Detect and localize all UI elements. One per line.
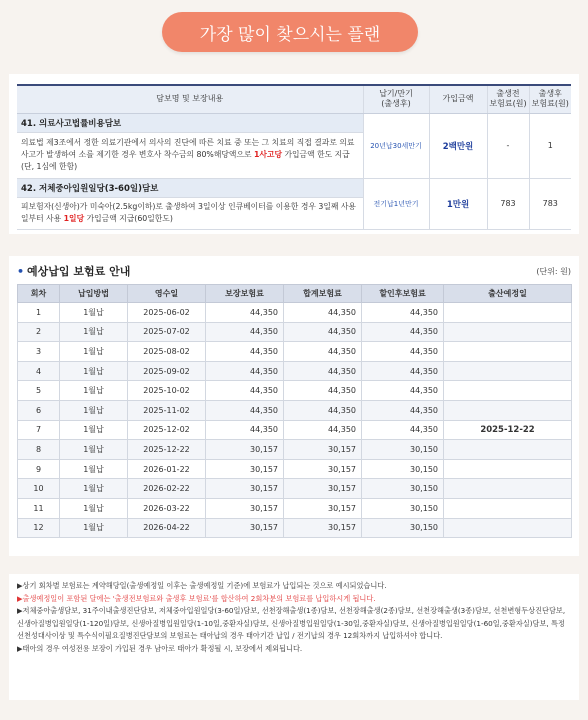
- round-cell: 6: [18, 400, 60, 420]
- discount-premium-cell: 30,150: [362, 518, 444, 538]
- method-cell: 1월납: [60, 400, 128, 420]
- method-cell: 1월납: [60, 518, 128, 538]
- total-premium-cell: 44,350: [284, 361, 362, 381]
- round-cell: 11: [18, 498, 60, 518]
- discount-premium-cell: 30,150: [362, 459, 444, 479]
- coverage-table: [17, 84, 571, 230]
- coverage-premium-cell: 30,157: [206, 479, 284, 499]
- date-cell: 2025-12-22: [128, 440, 206, 460]
- date-cell: 2025-08-02: [128, 342, 206, 362]
- notes-card: [9, 574, 579, 700]
- method-cell: 1월납: [60, 322, 128, 342]
- header-coverage-premium: 보장보험료: [206, 285, 284, 303]
- total-premium-cell: 44,350: [284, 381, 362, 401]
- due-date-cell: [444, 400, 572, 420]
- method-cell: 1월납: [60, 440, 128, 460]
- round-cell: 4: [18, 361, 60, 381]
- desc-text: 의료법 제3조에서 정한 의료기관에서 의사의 진단에 따른 치료 중 또는 그 치료의 직접 결과로 의료사고가 발생하여 소를 제기한 경우 변호사 착수금의 80%해당액으로: [21, 137, 355, 159]
- table-row: [18, 342, 572, 362]
- date-cell: 2025-10-02: [128, 381, 206, 401]
- total-premium-cell: 44,350: [284, 303, 362, 323]
- method-cell: 1월납: [60, 342, 128, 362]
- desc-text: 피보험자(신생아)가 미숙아(2.5kg이하)로 출생하여 3일이상 인큐베이터를 이용한 경우 3일째 사용일부터 사용: [21, 201, 356, 223]
- coverage-premium-cell: 30,157: [206, 440, 284, 460]
- due-date-cell: [444, 303, 572, 323]
- method-cell: 1월납: [60, 498, 128, 518]
- total-premium-cell: 44,350: [284, 400, 362, 420]
- header-round: 회차: [18, 285, 60, 303]
- due-date-cell: [444, 361, 572, 381]
- round-cell: 7: [18, 420, 60, 440]
- due-date-cell: [444, 440, 572, 460]
- desc-highlight: 1일당: [63, 214, 85, 223]
- header-before-birth: 출생전 보험료(원): [487, 85, 529, 113]
- date-cell: 2026-02-22: [128, 479, 206, 499]
- discount-premium-cell: 30,150: [362, 440, 444, 460]
- total-premium-cell: 30,157: [284, 518, 362, 538]
- desc-text: 가입금액 지급(60일한도): [84, 214, 173, 223]
- round-cell: 3: [18, 342, 60, 362]
- date-cell: 2025-11-02: [128, 400, 206, 420]
- section-title-row: [17, 178, 571, 197]
- table-row: [18, 303, 572, 323]
- table-row: [18, 498, 572, 518]
- date-cell: 2026-03-22: [128, 498, 206, 518]
- total-premium-cell: 44,350: [284, 342, 362, 362]
- table-row: [18, 459, 572, 479]
- header-coverage: 담보명 및 보장내용: [17, 85, 363, 113]
- due-date-cell: [444, 342, 572, 362]
- section-title: 41. 의료사고법률비용담보: [17, 113, 363, 132]
- header-method: 납입방법: [60, 285, 128, 303]
- premium-header: [17, 262, 571, 280]
- notes-list: [17, 580, 571, 656]
- header-due-date: 출산예정일: [444, 285, 572, 303]
- premium-title: [17, 263, 130, 279]
- after-value: 783: [529, 178, 571, 229]
- header-after-birth: 출생후 보험료(원): [529, 85, 571, 113]
- due-date-cell: [444, 498, 572, 518]
- discount-premium-cell: 44,350: [362, 400, 444, 420]
- note-item: ▶저체중아출생담보, 31주이내출생진단담보, 저체중아입원일당(3-60일)담보, 선천장해출생(1종)담보, 선천장해출생(2종)담보, 선천장해출생(3종)담보, 선천변형두상진단담보, 신생아질병입원일당(1-120일)담보, 신생아질병입원일당(1-10일,중환자실)담보, 신생아질병입원일당(1-30일,중환자실)담보, 신생아질병입원일당(1-60일,중환자실)담보, 특정선천성대사이상 및 특수식이필요질병진단담보의 보험료는 태아납의 경우 태아기간 납입 / 전기납의 경우 12회차까지 납입하셔야 합니다.: [17, 606, 566, 641]
- premium-title-text: 예상납입 보험료 안내: [27, 265, 131, 278]
- table-row: [18, 420, 572, 440]
- note-item: ▶태아의 경우 여성전용 보장이 가입된 경우 남아로 태아가 확정될 시, 보장에서 제외됩니다.: [17, 643, 303, 653]
- header-discount-premium: 할인후보험료: [362, 285, 444, 303]
- total-premium-cell: 30,157: [284, 459, 362, 479]
- table-row: [18, 361, 572, 381]
- date-cell: 2026-04-22: [128, 518, 206, 538]
- term-value: 전기납1년만기: [363, 178, 429, 229]
- method-cell: 1월납: [60, 420, 128, 440]
- coverage-premium-cell: 44,350: [206, 303, 284, 323]
- amount-value: 1만원: [429, 178, 487, 229]
- due-date-cell: [444, 518, 572, 538]
- coverage-premium-cell: 30,157: [206, 498, 284, 518]
- round-cell: 8: [18, 440, 60, 460]
- discount-premium-cell: 30,150: [362, 498, 444, 518]
- header-total-premium: 합계보험료: [284, 285, 362, 303]
- due-date-cell: [444, 381, 572, 401]
- due-date-cell: [444, 322, 572, 342]
- method-cell: 1월납: [60, 459, 128, 479]
- method-cell: 1월납: [60, 479, 128, 499]
- table-row: [18, 518, 572, 538]
- method-cell: 1월납: [60, 303, 128, 323]
- table-row: [18, 381, 572, 401]
- amount-value: 2백만원: [429, 113, 487, 178]
- coverage-premium-cell: 44,350: [206, 400, 284, 420]
- date-cell: 2025-06-02: [128, 303, 206, 323]
- premium-body: [18, 303, 572, 538]
- method-cell: 1월납: [60, 361, 128, 381]
- coverage-premium-cell: 44,350: [206, 420, 284, 440]
- due-date-cell: [444, 459, 572, 479]
- after-value: 1: [529, 113, 571, 178]
- total-premium-cell: 30,157: [284, 498, 362, 518]
- total-premium-cell: 30,157: [284, 440, 362, 460]
- unit-label: (단위: 원): [536, 266, 571, 276]
- table-row: [18, 479, 572, 499]
- header-date: 영수일: [128, 285, 206, 303]
- term-value: 20년납30세만기: [363, 113, 429, 178]
- date-cell: 2025-12-02: [128, 420, 206, 440]
- bullet-icon: •: [17, 265, 25, 278]
- method-cell: 1월납: [60, 381, 128, 401]
- total-premium-cell: 44,350: [284, 420, 362, 440]
- discount-premium-cell: 44,350: [362, 381, 444, 401]
- section-description: [17, 197, 363, 229]
- section-title-row: [17, 113, 571, 132]
- total-premium-cell: 30,157: [284, 479, 362, 499]
- discount-premium-cell: 44,350: [362, 342, 444, 362]
- round-cell: 12: [18, 518, 60, 538]
- premium-card: [9, 256, 579, 556]
- before-value: 783: [487, 178, 529, 229]
- coverage-premium-cell: 30,157: [206, 518, 284, 538]
- round-cell: 2: [18, 322, 60, 342]
- round-cell: 10: [18, 479, 60, 499]
- coverage-header-row: [17, 85, 571, 113]
- due-date-cell: [444, 479, 572, 499]
- date-cell: 2025-07-02: [128, 322, 206, 342]
- premium-table: [17, 284, 572, 538]
- date-cell: 2025-09-02: [128, 361, 206, 381]
- header-amount: 가입금액: [429, 85, 487, 113]
- desc-highlight: 1사고당: [253, 149, 283, 159]
- coverage-premium-cell: 44,350: [206, 361, 284, 381]
- premium-header-row: [18, 285, 572, 303]
- round-cell: 1: [18, 303, 60, 323]
- total-premium-cell: 44,350: [284, 322, 362, 342]
- plan-banner: 가장 많이 찾으시는 플랜: [162, 12, 418, 52]
- note-item: ▶출생예정일이 포함된 달에는 '출생전보험료와 출생후 보험료'를 합산하여 2회차분의 보험료를 납입하시게 됩니다.: [17, 593, 376, 603]
- coverage-premium-cell: 44,350: [206, 342, 284, 362]
- date-cell: 2026-01-22: [128, 459, 206, 479]
- discount-premium-cell: 44,350: [362, 361, 444, 381]
- table-row: [18, 400, 572, 420]
- section-title: 42. 저체중아입원일당(3-60일)담보: [17, 178, 363, 197]
- before-value: -: [487, 113, 529, 178]
- due-date-cell: 2025-12-22: [444, 420, 572, 440]
- coverage-premium-cell: 44,350: [206, 381, 284, 401]
- desc-text: 가입금액 한도 지급(단, 1심에 한함): [21, 149, 350, 172]
- round-cell: 9: [18, 459, 60, 479]
- coverage-card: [9, 74, 579, 234]
- table-row: [18, 322, 572, 342]
- header-term: 납기/만기 (출생후): [363, 85, 429, 113]
- discount-premium-cell: 30,150: [362, 479, 444, 499]
- discount-premium-cell: 44,350: [362, 303, 444, 323]
- coverage-premium-cell: 30,157: [206, 459, 284, 479]
- discount-premium-cell: 44,350: [362, 322, 444, 342]
- discount-premium-cell: 44,350: [362, 420, 444, 440]
- note-item: ▶상기 회차별 보험료는 계약해당일(출생예정일 이후는 출생예정일 기준)에 보험료가 납입되는 것으로 예시되었습니다.: [17, 581, 387, 590]
- section-description: [17, 132, 363, 178]
- table-row: [18, 440, 572, 460]
- coverage-premium-cell: 44,350: [206, 322, 284, 342]
- round-cell: 5: [18, 381, 60, 401]
